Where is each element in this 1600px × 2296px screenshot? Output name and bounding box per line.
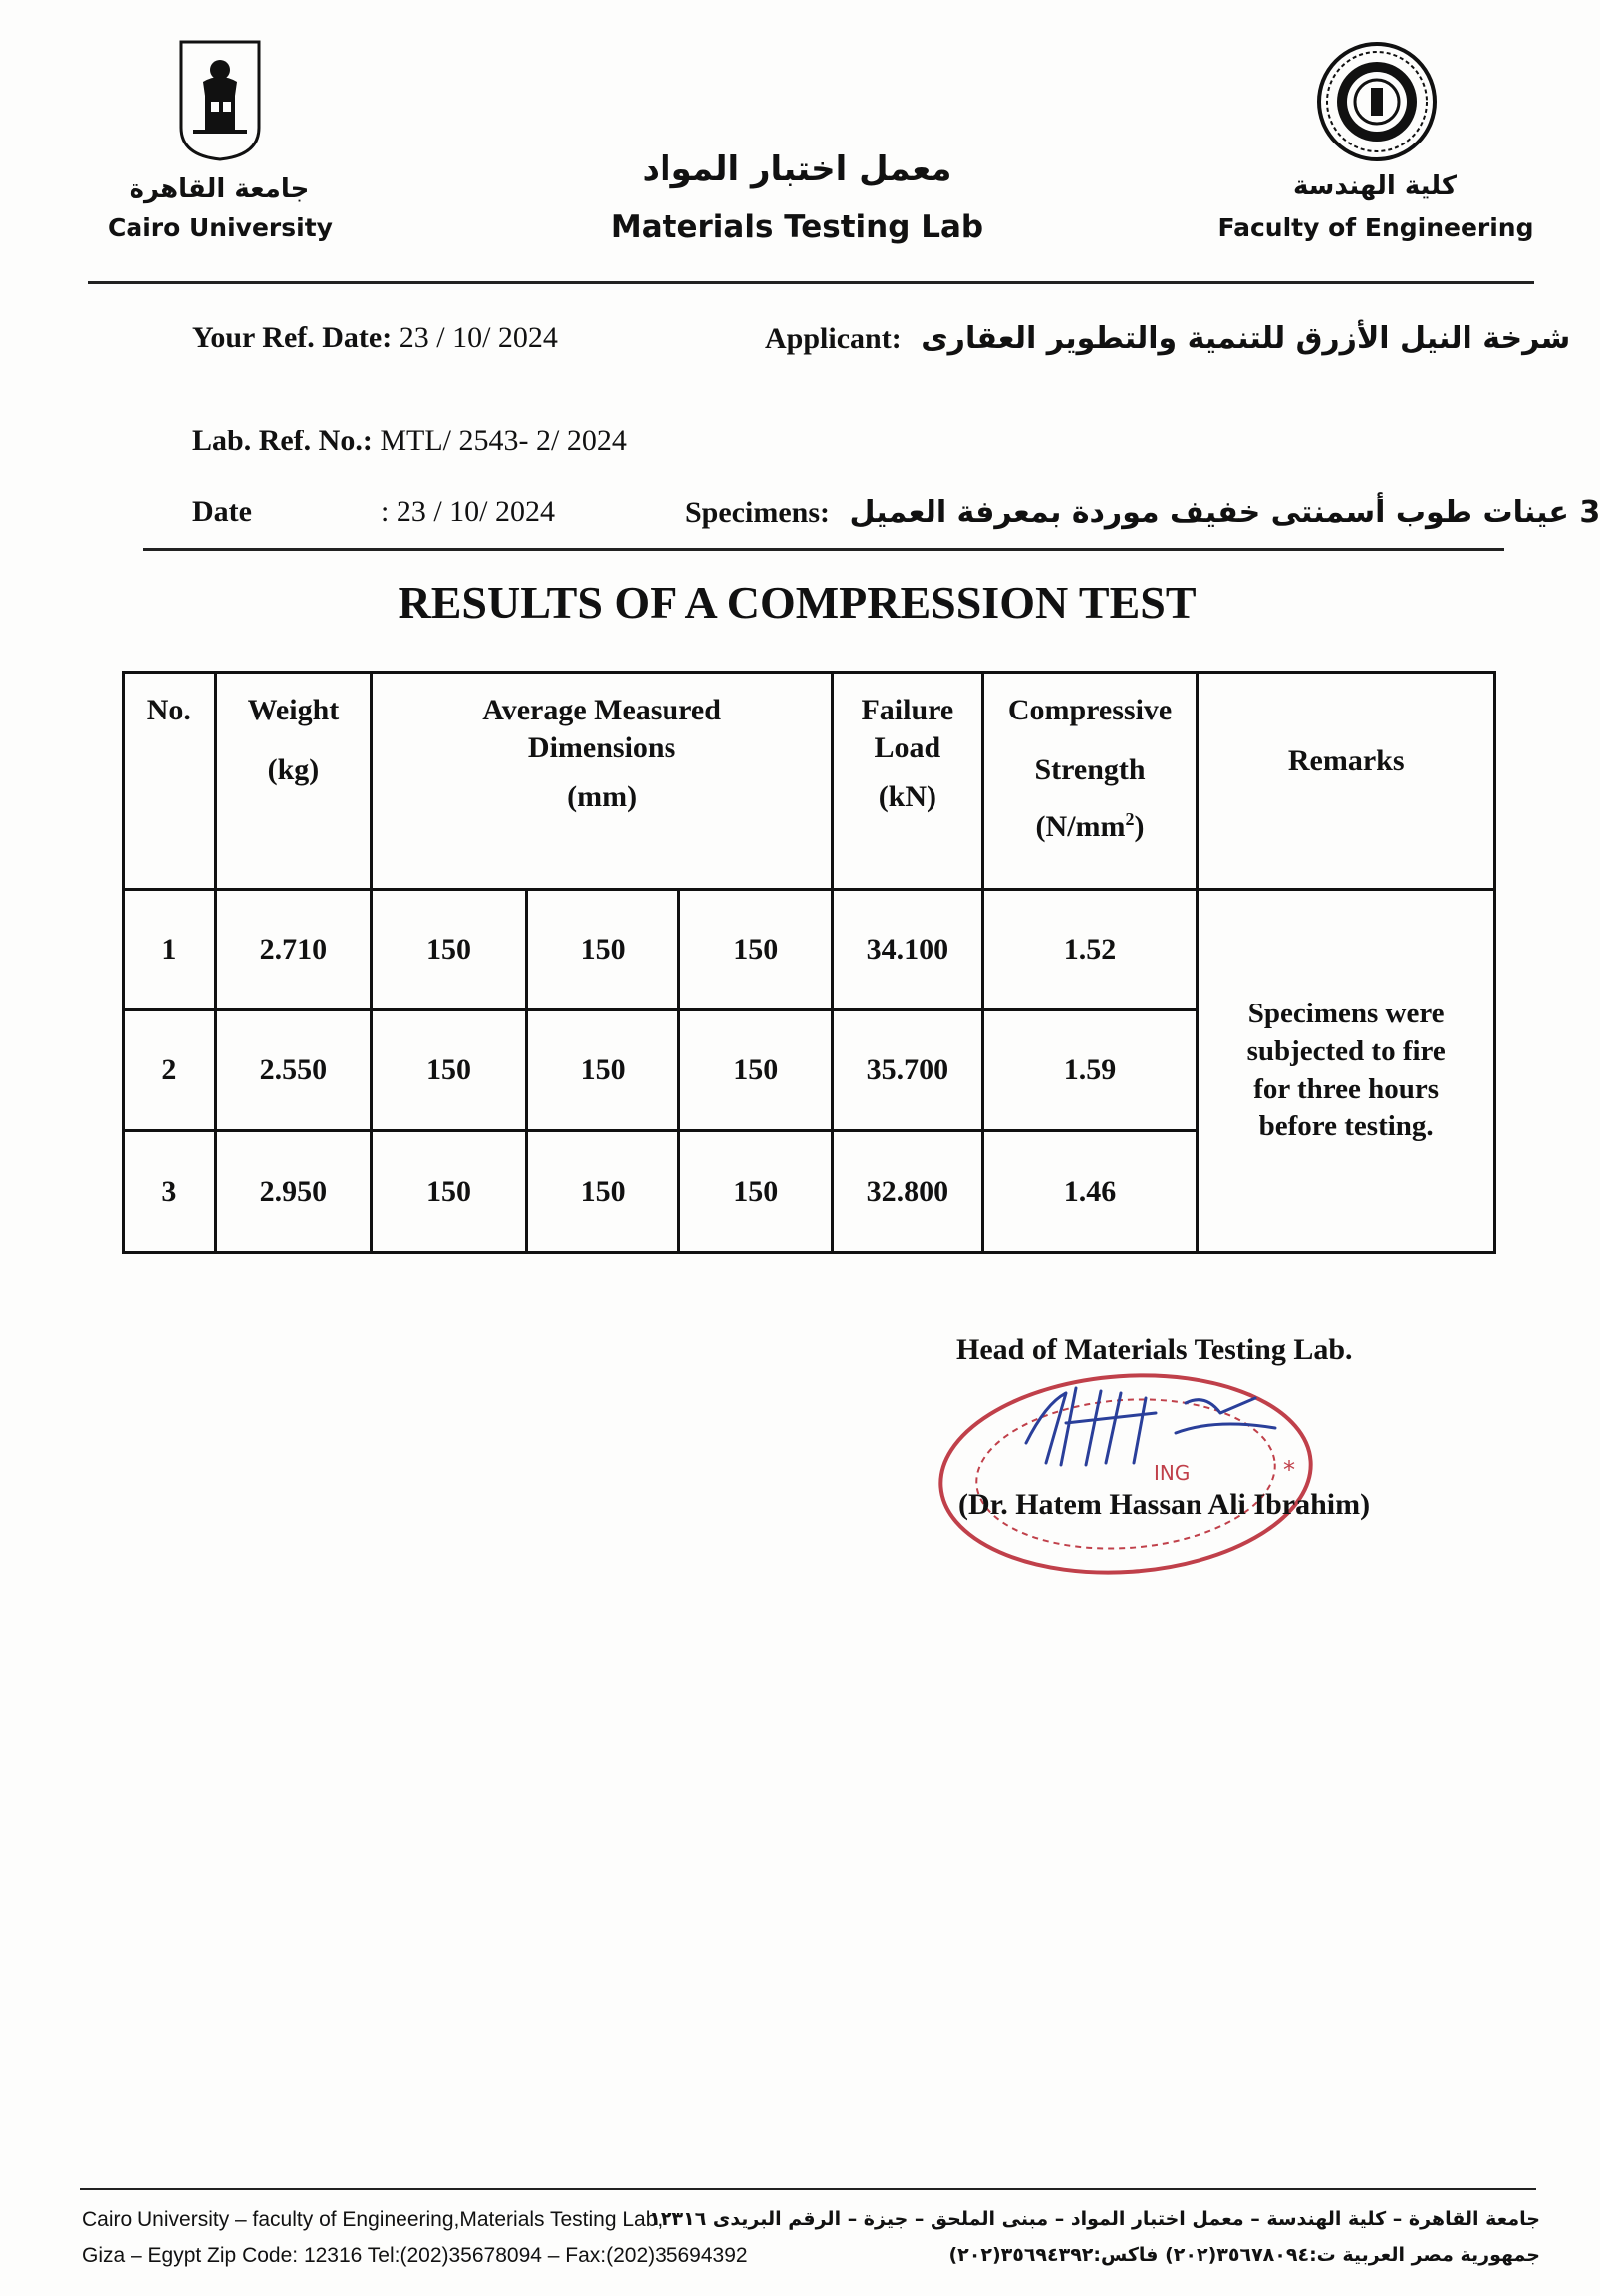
row-2-dim-1: 150 [372, 1010, 527, 1131]
row-1-dim-3: 150 [679, 890, 833, 1010]
header-failure-load: Failure Load (kN) [833, 673, 983, 890]
your-ref-date-value: 23 / 10/ 2024 [399, 321, 558, 354]
footer-line1-en: Cairo University – faculty of Engineering,Materials Testing Lab, [82, 2208, 664, 2231]
row-2-failure-load: 35.700 [833, 1010, 983, 1131]
row-3-dim-3: 150 [679, 1131, 833, 1253]
specimens-value: 3 عينات طوب أسمنتى خفيف موردة بمعرفة العميل [849, 495, 1600, 530]
applicant [765, 321, 1570, 356]
row-1-no: 1 [124, 890, 216, 1010]
footer-divider [80, 2188, 1536, 2190]
row-2-dim-3: 150 [679, 1010, 833, 1131]
footer-line2-ar: جمهورية مصر العربية ت:٣٥٦٧٨٠٩٤(٢٠٢) فاكس:٣٥٦٩٤٣٩٢(٢٠٢) [948, 2244, 1540, 2266]
row-1-dim-2: 150 [526, 890, 679, 1010]
header-remarks: Remarks [1198, 673, 1495, 890]
row-3-failure-load: 32.800 [833, 1131, 983, 1253]
faculty-of-engineering-logo [1315, 40, 1439, 163]
row-1-strength: 1.52 [982, 890, 1198, 1010]
row-3-strength: 1.46 [982, 1131, 1198, 1253]
your-ref-date [192, 321, 558, 355]
fields-divider [143, 548, 1504, 551]
table-header-row [124, 673, 1495, 890]
lab-ref-no-label: Lab. Ref. No.: [192, 425, 373, 457]
row-3-dim-1: 150 [372, 1131, 527, 1253]
header-weight: Weight (kg) [215, 673, 372, 890]
handwritten-signature [1006, 1373, 1295, 1473]
svg-text:*: * [1283, 1456, 1295, 1484]
faculty-of-engineering-ar: كلية الهندسة [1293, 171, 1457, 201]
signatory-role: Head of Materials Testing Lab. [956, 1333, 1353, 1366]
applicant-value: شرخة النيل الأزرق للتنمية والتطوير العقارى [921, 321, 1571, 356]
row-1-dim-1: 150 [372, 890, 527, 1010]
table-row [124, 890, 1495, 1010]
row-3-dim-2: 150 [526, 1131, 679, 1253]
report-title: RESULTS OF A COMPRESSION TEST [398, 577, 1197, 628]
signatory-name: (Dr. Hatem Hassan Ali Ibrahim) [958, 1488, 1371, 1521]
svg-text:ING: ING [1154, 1461, 1191, 1485]
lab-ref-no-value: MTL/ 2543- 2/ 2024 [380, 425, 627, 457]
specimens [685, 495, 1600, 530]
your-ref-date-label: Your Ref. Date: [192, 321, 393, 354]
row-2-strength: 1.59 [982, 1010, 1198, 1131]
remarks-text: Specimens were subjected to fire for three hours before testing. [1246, 998, 1446, 1143]
date-label: Date [192, 495, 252, 528]
row-3-weight: 2.950 [215, 1131, 372, 1253]
lab-name-ar: معمل اختبار المواد [642, 149, 952, 189]
footer-line1-ar: جامعة القاهرة – كلية الهندسة – معمل اختبار المواد – مبنى الملحق – جيزة – الرقم البريدى ١٢٣١٦ [649, 2208, 1540, 2230]
lab-name-en: Materials Testing Lab [610, 209, 984, 245]
row-2-no: 2 [124, 1010, 216, 1131]
row-1-weight: 2.710 [215, 890, 372, 1010]
header-no: No. [124, 673, 216, 890]
footer-line2-en: Giza – Egypt Zip Code: 12316 Tel:(202)35678094 – Fax:(202)35694392 [82, 2244, 748, 2267]
specimens-label: Specimens: [685, 496, 830, 529]
cairo-university-ar: جامعة القاهرة [129, 174, 310, 204]
row-1-failure-load: 34.100 [833, 890, 983, 1010]
header-divider [88, 281, 1534, 284]
row-2-dim-2: 150 [526, 1010, 679, 1131]
remarks-cell [1198, 890, 1495, 1253]
cairo-university-logo [175, 36, 265, 163]
date-value: : 23 / 10/ 2024 [381, 495, 556, 528]
header-dimensions: Average Measured Dimensions (mm) [372, 673, 833, 890]
cairo-university-en: Cairo University [108, 213, 333, 242]
header-compressive-strength: Compressive Strength $(N/mm^2)$ [982, 673, 1198, 890]
faculty-of-engineering-en: Faculty of Engineering [1217, 213, 1534, 242]
results-table [122, 671, 1496, 1254]
row-3-no: 3 [124, 1131, 216, 1253]
row-2-weight: 2.550 [215, 1010, 372, 1131]
applicant-label: Applicant: [765, 322, 902, 355]
lab-ref-no [192, 425, 627, 458]
